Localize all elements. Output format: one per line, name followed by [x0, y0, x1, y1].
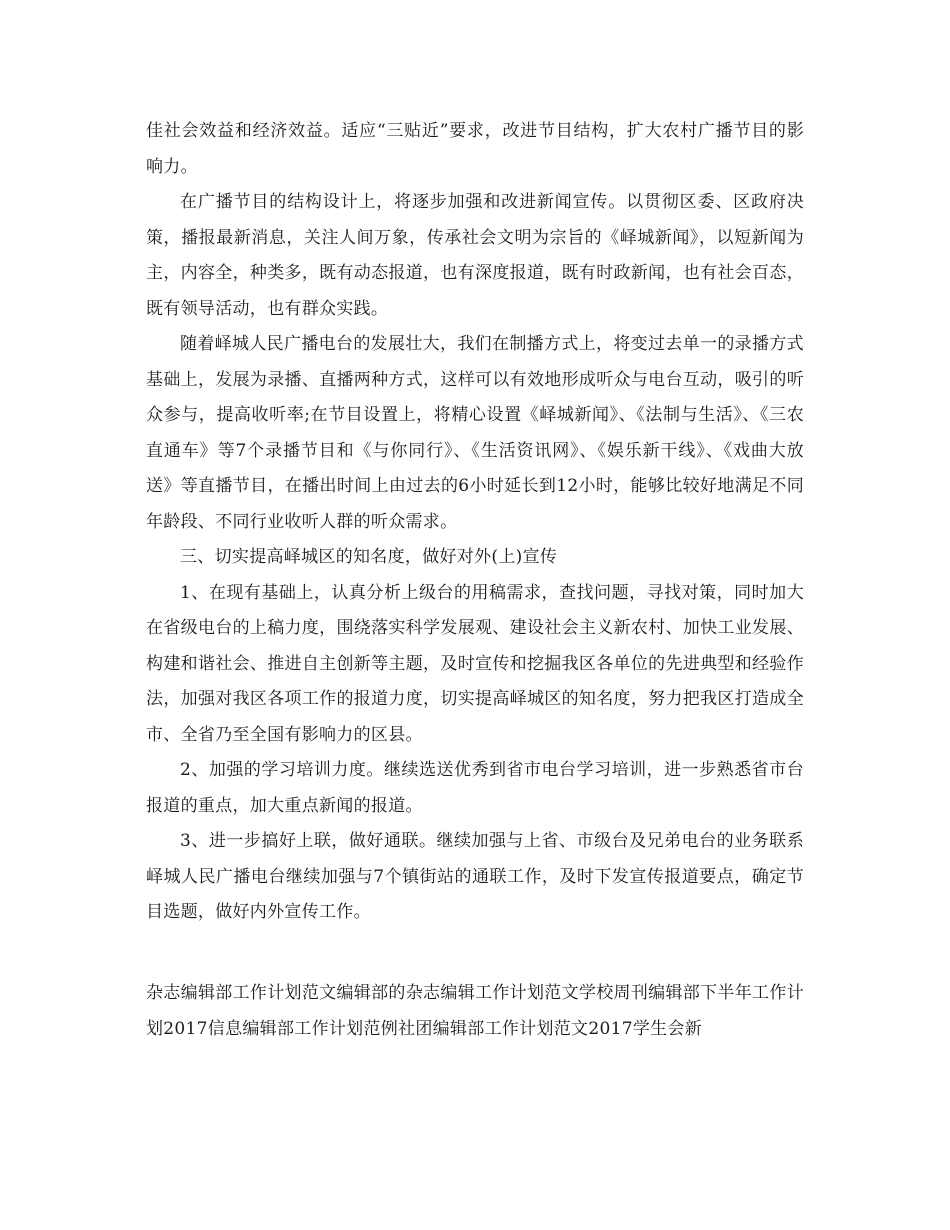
paragraph-3: 随着峄城人民广播电台的发展壮大，我们在制播方式上，将变过去单一的录播方式基础上，发展为录播、直播两种方式，这样可以有效地形成听众与电台互动，吸引的听众参与，提高收听率;在节目设置上，将精心设置《峄城新闻》、《法制与生活》、《三农直通车》等7个录播节目和《与你同行》、《生活资讯网》、《娱乐新干线》、《戏曲大放送》等直播节目，在播出时间上由过去的6小时延长到12小时，能够比较好地满足不同年龄段、不同行业收听人群的听众需求。 — [146, 334, 804, 532]
paragraph-item-1: 1、在现有基础上，认真分析上级台的用稿需求，查找问题，寻找对策，同时加大在省级电台的上稿力度，围绕落实科学发展观、建设社会主义新农村、加快工业发展、构建和谐社会、推进自主创新等主题，及时宣传和挖掘我区各单位的先进典型和经验作法，加强对我区各项工作的报道力度，切实提高峄城区的知名度，努力把我区打造成全市、全省乃至全国有影响力的区县。 — [146, 582, 804, 745]
related-links-text: 杂志编辑部工作计划范文编辑部的杂志编辑工作计划范文学校周刊编辑部下半年工作计划2017信息编辑部工作计划范例社团编辑部工作计划范文2017学生会新 — [146, 983, 804, 1039]
paragraph-2: 在广播节目的结构设计上，将逐步加强和改进新闻宣传。以贯彻区委、区政府决策，播报最新消息，关注人间万象，传承社会文明为宗旨的《峄城新闻》，以短新闻为主，内容全，种类多，既有动态报道，也有深度报道，既有时政新闻，也有社会百态，既有领导活动，也有群众实践。 — [146, 192, 804, 319]
section-heading: 三、切实提高峄城区的知名度，做好对外(上)宣传 — [180, 547, 558, 567]
paragraph-item-2: 2、加强的学习培训力度。继续选送优秀到省市电台学习培训，进一步熟悉省市台报道的重点，加大重点新闻的报道。 — [146, 760, 804, 816]
paragraph-item-3: 3、进一步搞好上联，做好通联。继续加强与上省、市级台及兄弟电台的业务联系峄城人民广播电台继续加强与7个镇街站的通联工作，及时下发宣传报道要点，确定节目选题，做好内外宣传工作。 — [146, 831, 804, 922]
document-body — [146, 114, 804, 931]
paragraph-1: 佳社会效益和经济效益。适应“三贴近”要求，改进节目结构，扩大农村广播节目的影响力。 — [146, 121, 804, 177]
